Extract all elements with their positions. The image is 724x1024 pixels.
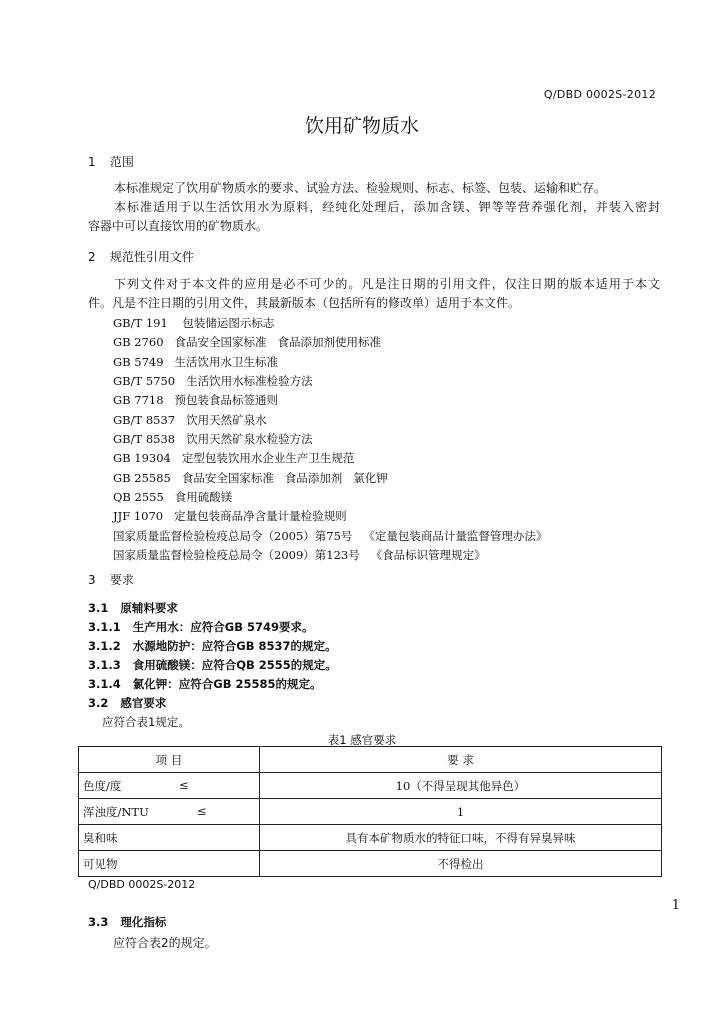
table-caption: 表1 感官要求 <box>327 733 397 747</box>
less-equal-symbol: ≤ <box>197 803 207 818</box>
item-cell <box>79 773 260 799</box>
requirement-item: 3.1.3 食用硫酸镁：应符合QB 2555的规定。 <box>88 658 337 672</box>
section-3-3-heading: 3.3 理化指标 <box>88 915 167 929</box>
section-1-heading <box>88 153 134 170</box>
reference-item: GB 5749 生活饮用水卫生标准 <box>113 354 279 369</box>
footer-document-number: Q/DBD 0002S-2012 <box>88 878 196 891</box>
table-row <box>79 851 662 877</box>
requirement-cell: 不得检出 <box>260 851 662 877</box>
section-3-heading <box>88 571 134 588</box>
paragraph-line: 容器中可以直接饮用的矿物质水。 <box>88 219 269 233</box>
table-row <box>79 825 662 851</box>
section-3-3-note: 应符合表2的规定。 <box>113 936 217 950</box>
normative-references-list <box>113 314 547 565</box>
item-label: 臭和味 <box>83 830 118 845</box>
reference-item: GB 25585 食品安全国家标准 食品添加剂 氯化钾 <box>113 470 388 485</box>
requirement-item: 3.1.4 氯化钾：应符合GB 25585的规定。 <box>88 677 322 691</box>
requirement-item: 3.1.1 生产用水：应符合GB 5749要求。 <box>88 620 314 634</box>
section-2-heading <box>88 248 194 265</box>
reference-item: GB/T 191 包装储运图示标志 <box>113 316 275 330</box>
reference-item: 国家质量监督检验检疫总局令（2005）第75号 《定量包装商品计量监督管理办法》 <box>113 528 548 543</box>
requirement-item: 3.2 感官要求 <box>88 696 167 710</box>
paragraph-line: 下列文件对于本文件的应用是必不可少的。凡是注日期的引用文件，仅注日期的版本适用于本文 <box>114 277 660 291</box>
page-number: 1 <box>671 898 680 913</box>
requirement-cell: 10（不得呈现其他异色） <box>260 773 662 799</box>
item-cell <box>79 799 260 825</box>
page-title: 饮用矿物质水 <box>304 115 419 137</box>
sensory-requirements-table <box>78 746 662 877</box>
column-header-item: 项 目 <box>79 747 260 773</box>
paragraph-line: 本标准适用于以生活饮用水为原料，经纯化处理后，添加含镁、钾等等营养强化剂，并装入密封 <box>114 200 660 214</box>
column-header-requirement: 要 求 <box>260 747 662 773</box>
section-title: 规范性引用文件 <box>109 250 194 264</box>
document-number: Q/DBD 0002S-2012 <box>543 88 656 101</box>
section-title: 要求 <box>109 573 134 587</box>
sensory-note: 应符合表1规定。 <box>102 715 190 729</box>
reference-item: GB 19304 定型包装饮用水企业生产卫生规范 <box>113 451 355 466</box>
table-row <box>79 799 662 825</box>
reference-item: JJF 1070 定量包装商品净含量计量检验规则 <box>113 509 347 524</box>
requirements-list <box>88 599 337 732</box>
item-cell <box>79 851 260 877</box>
section-1-paragraph-2 <box>88 198 660 236</box>
reference-item: GB/T 8538 饮用天然矿泉水检验方法 <box>113 432 313 447</box>
reference-item: GB/T 8537 饮用天然矿泉水 <box>113 412 267 427</box>
requirement-item: 3.1.2 水源地防护：应符合GB 8537的规定。 <box>88 639 337 653</box>
item-cell <box>79 825 260 851</box>
section-title: 范围 <box>109 155 134 169</box>
reference-item: 国家质量监督检验检疫总局令（2009）第123号 《食品标识管理规定》 <box>113 548 486 563</box>
reference-item: GB 2760 食品安全国家标准 食品添加剂使用标准 <box>113 335 381 350</box>
section-number: 3 <box>88 573 96 587</box>
requirement-cell: 具有本矿物质水的特征口味，不得有异臭异味 <box>260 825 662 851</box>
item-label: 可见物 <box>83 856 118 871</box>
section-number: 1 <box>88 155 96 169</box>
section-number: 2 <box>88 250 96 264</box>
paragraph-line: 件。凡是不注日期的引用文件，其最新版本（包括所有的修改单）适用于本文件。 <box>88 296 521 310</box>
table-header-row <box>79 747 662 773</box>
reference-item: QB 2555 食用硫酸镁 <box>113 490 233 505</box>
reference-item: GB 7718 预包装食品标签通则 <box>113 393 279 408</box>
requirement-cell: 1 <box>260 799 662 825</box>
less-equal-symbol: ≤ <box>179 777 189 792</box>
item-label: 浑浊度/NTU <box>83 804 149 819</box>
item-label: 色度/度 <box>83 778 122 793</box>
section-2-intro <box>88 275 660 313</box>
requirement-item: 3.1 原辅料要求 <box>88 601 178 615</box>
reference-item: GB/T 5750 生活饮用水标准检验方法 <box>113 374 313 389</box>
section-1-paragraph-1: 本标准规定了饮用矿物质水的要求、试验方法、检验规则、标志、标签、包装、运输和贮存。 <box>114 181 607 195</box>
table-row <box>79 773 662 799</box>
